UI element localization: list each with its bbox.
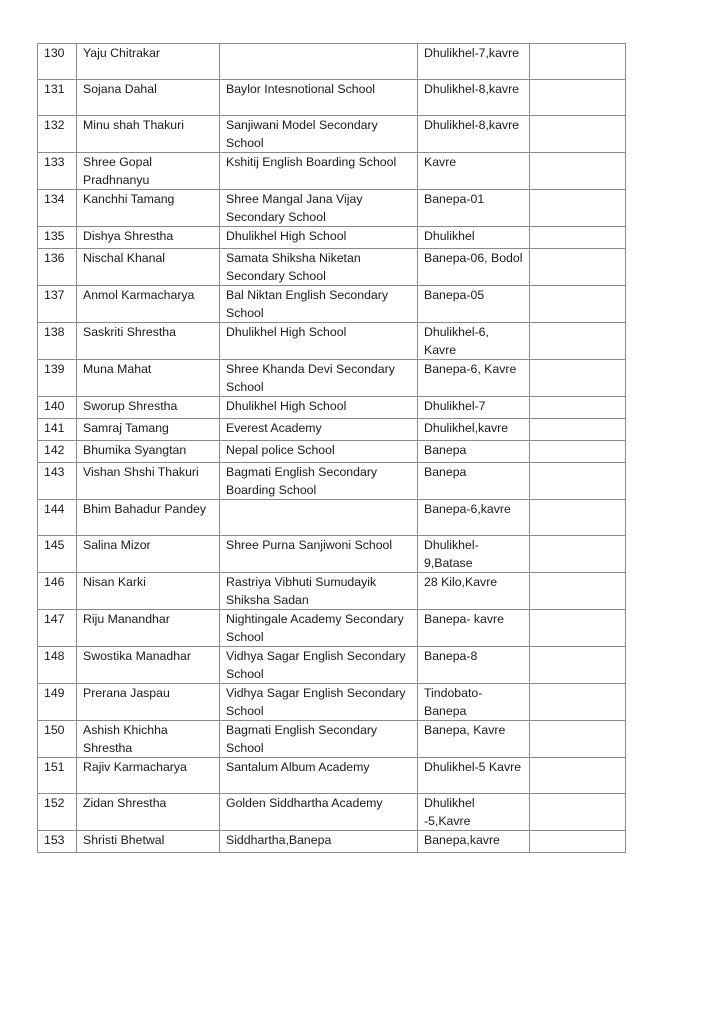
table-row — [38, 190, 626, 227]
table-row — [38, 794, 626, 831]
serial-number-cell: 148 — [38, 647, 77, 684]
remark-cell — [530, 249, 626, 286]
table-row — [38, 116, 626, 153]
school-cell: Dhulikhel High School — [220, 227, 418, 249]
name-cell: Samraj Tamang — [77, 419, 220, 441]
remark-cell — [530, 153, 626, 190]
address-cell: Dhulikhel-6, Kavre — [418, 323, 530, 360]
serial-number-cell: 136 — [38, 249, 77, 286]
address-cell: Dhulikhel — [418, 227, 530, 249]
address-cell: Dhulikhel-5 Kavre — [418, 758, 530, 794]
school-cell: Dhulikhel High School — [220, 397, 418, 419]
table-row — [38, 684, 626, 721]
table-row — [38, 463, 626, 500]
remark-cell — [530, 44, 626, 80]
name-cell: Shristi Bhetwal — [77, 831, 220, 853]
school-cell: Shree Purna Sanjiwoni School — [220, 536, 418, 573]
name-cell: Dishya Shrestha — [77, 227, 220, 249]
table-row — [38, 647, 626, 684]
remark-cell — [530, 286, 626, 323]
address-cell: Banepa, Kavre — [418, 721, 530, 758]
name-cell: Salina Mizor — [77, 536, 220, 573]
address-cell: Dhulikhel,kavre — [418, 419, 530, 441]
serial-number-cell: 146 — [38, 573, 77, 610]
address-cell: Banepa-05 — [418, 286, 530, 323]
serial-number-cell: 130 — [38, 44, 77, 80]
serial-number-cell: 144 — [38, 500, 77, 536]
serial-number-cell: 134 — [38, 190, 77, 227]
serial-number-cell: 135 — [38, 227, 77, 249]
remark-cell — [530, 419, 626, 441]
table-row — [38, 536, 626, 573]
table-row — [38, 500, 626, 536]
table-row — [38, 286, 626, 323]
school-cell: Baylor Intesnotional School — [220, 80, 418, 116]
address-cell: 28 Kilo,Kavre — [418, 573, 530, 610]
name-cell: Sojana Dahal — [77, 80, 220, 116]
remark-cell — [530, 610, 626, 647]
remark-cell — [530, 721, 626, 758]
remark-cell — [530, 397, 626, 419]
table-row — [38, 227, 626, 249]
school-cell: Bagmati English Secondary Boarding School — [220, 463, 418, 500]
school-cell: Santalum Album Academy — [220, 758, 418, 794]
table-row — [38, 831, 626, 853]
address-cell: Dhulikhel-8,kavre — [418, 116, 530, 153]
name-cell: Rajiv Karmacharya — [77, 758, 220, 794]
school-cell: Vidhya Sagar English Secondary School — [220, 684, 418, 721]
serial-number-cell: 138 — [38, 323, 77, 360]
name-cell: Nisan Karki — [77, 573, 220, 610]
serial-number-cell: 140 — [38, 397, 77, 419]
school-cell: Siddhartha,Banepa — [220, 831, 418, 853]
address-cell: Banepa-8 — [418, 647, 530, 684]
school-cell: Nightingale Academy Secondary School — [220, 610, 418, 647]
name-cell: Nischal Khanal — [77, 249, 220, 286]
table-row — [38, 44, 626, 80]
school-cell: Golden Siddhartha Academy — [220, 794, 418, 831]
school-cell: Sanjiwani Model Secondary School — [220, 116, 418, 153]
address-cell: Tindobato-Banepa — [418, 684, 530, 721]
school-cell — [220, 44, 418, 80]
name-cell: Ashish Khichha Shrestha — [77, 721, 220, 758]
address-cell: Dhulikhel-7 — [418, 397, 530, 419]
serial-number-cell: 132 — [38, 116, 77, 153]
serial-number-cell: 133 — [38, 153, 77, 190]
name-cell: Bhumika Syangtan — [77, 441, 220, 463]
serial-number-cell: 131 — [38, 80, 77, 116]
address-cell: Banepa- kavre — [418, 610, 530, 647]
remark-cell — [530, 441, 626, 463]
table-row — [38, 610, 626, 647]
address-cell: Dhulikhel-9,Batase — [418, 536, 530, 573]
name-cell: Riju Manandhar — [77, 610, 220, 647]
address-cell: Banepa-01 — [418, 190, 530, 227]
serial-number-cell: 147 — [38, 610, 77, 647]
address-cell: Kavre — [418, 153, 530, 190]
name-cell: Anmol Karmacharya — [77, 286, 220, 323]
name-cell: Prerana Jaspau — [77, 684, 220, 721]
name-cell: Shree Gopal Pradhnanyu — [77, 153, 220, 190]
address-cell: Banepa — [418, 463, 530, 500]
name-cell: Vishan Shshi Thakuri — [77, 463, 220, 500]
remark-cell — [530, 190, 626, 227]
serial-number-cell: 153 — [38, 831, 77, 853]
address-cell: Dhulikhel-7,kavre — [418, 44, 530, 80]
remark-cell — [530, 758, 626, 794]
school-cell — [220, 500, 418, 536]
school-cell: Shree Mangal Jana Vijay Secondary School — [220, 190, 418, 227]
name-cell: Saskriti Shrestha — [77, 323, 220, 360]
remark-cell — [530, 831, 626, 853]
table-row — [38, 397, 626, 419]
school-cell: Vidhya Sagar English Secondary School — [220, 647, 418, 684]
name-cell: Muna Mahat — [77, 360, 220, 397]
name-cell: Bhim Bahadur Pandey — [77, 500, 220, 536]
address-cell: Banepa-06, Bodol — [418, 249, 530, 286]
remark-cell — [530, 463, 626, 500]
table-row — [38, 419, 626, 441]
table-row — [38, 249, 626, 286]
table-row — [38, 323, 626, 360]
name-cell: Minu shah Thakuri — [77, 116, 220, 153]
serial-number-cell: 137 — [38, 286, 77, 323]
address-cell: Banepa-6,kavre — [418, 500, 530, 536]
school-cell: Bagmati English Secondary School — [220, 721, 418, 758]
name-cell: Sworup Shrestha — [77, 397, 220, 419]
serial-number-cell: 150 — [38, 721, 77, 758]
remark-cell — [530, 500, 626, 536]
remark-cell — [530, 536, 626, 573]
serial-number-cell: 152 — [38, 794, 77, 831]
name-cell: Zidan Shrestha — [77, 794, 220, 831]
address-cell: Banepa-6, Kavre — [418, 360, 530, 397]
remark-cell — [530, 323, 626, 360]
table-row — [38, 721, 626, 758]
school-cell: Kshitij English Boarding School — [220, 153, 418, 190]
serial-number-cell: 151 — [38, 758, 77, 794]
address-cell: Dhulikhel-8,kavre — [418, 80, 530, 116]
table-row — [38, 758, 626, 794]
remark-cell — [530, 116, 626, 153]
school-cell: Shree Khanda Devi Secondary School — [220, 360, 418, 397]
table-body — [38, 44, 626, 853]
name-cell: Yaju Chitrakar — [77, 44, 220, 80]
remark-cell — [530, 684, 626, 721]
remark-cell — [530, 360, 626, 397]
serial-number-cell: 141 — [38, 419, 77, 441]
table-row — [38, 573, 626, 610]
table-row — [38, 80, 626, 116]
table-row — [38, 360, 626, 397]
school-cell: Bal Niktan English Secondary School — [220, 286, 418, 323]
remark-cell — [530, 573, 626, 610]
remark-cell — [530, 80, 626, 116]
remark-cell — [530, 794, 626, 831]
serial-number-cell: 145 — [38, 536, 77, 573]
remark-cell — [530, 647, 626, 684]
serial-number-cell: 139 — [38, 360, 77, 397]
participant-table — [37, 43, 626, 853]
serial-number-cell: 149 — [38, 684, 77, 721]
name-cell: Kanchhi Tamang — [77, 190, 220, 227]
address-cell: Dhulikhel -5,Kavre — [418, 794, 530, 831]
address-cell: Banepa — [418, 441, 530, 463]
table-row — [38, 153, 626, 190]
school-cell: Dhulikhel High School — [220, 323, 418, 360]
school-cell: Rastriya Vibhuti Sumudayik Shiksha Sadan — [220, 573, 418, 610]
name-cell: Swostika Manadhar — [77, 647, 220, 684]
remark-cell — [530, 227, 626, 249]
school-cell: Samata Shiksha Niketan Secondary School — [220, 249, 418, 286]
table-row — [38, 441, 626, 463]
school-cell: Everest Academy — [220, 419, 418, 441]
serial-number-cell: 143 — [38, 463, 77, 500]
school-cell: Nepal police School — [220, 441, 418, 463]
serial-number-cell: 142 — [38, 441, 77, 463]
address-cell: Banepa,kavre — [418, 831, 530, 853]
